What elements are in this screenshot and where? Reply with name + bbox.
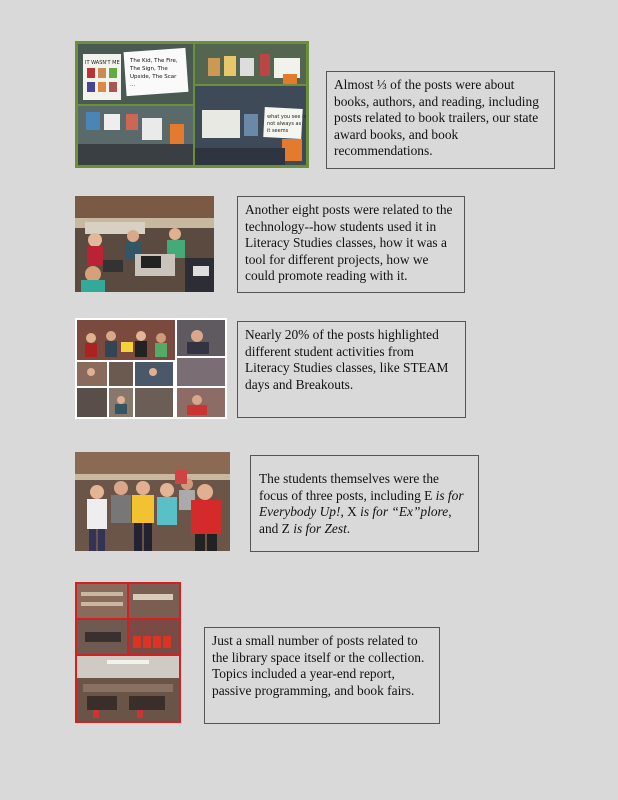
caption-students-italic-x: is for “Ex”plore (360, 504, 449, 520)
caption-library-space: Just a small number of posts related to the library space itself or the collection. Topics included a year-end report, passive programming, and book fairs. (204, 627, 440, 724)
technology-photo (75, 196, 214, 292)
svg-text:The Kid, The Fire,: The Kid, The Fire, (130, 58, 178, 64)
students-photo (75, 452, 230, 551)
svg-text:not always as: not always as (267, 121, 302, 127)
student-activities-photo (75, 318, 227, 419)
students-laptops-image (75, 196, 214, 292)
book-display-photo (75, 41, 309, 168)
caption-students-italic-e: is for Everybody Up! (259, 487, 464, 520)
library-space-collage (77, 584, 179, 721)
svg-text:it seems: it seems (267, 128, 289, 134)
caption-books: Almost ⅓ of the posts were about books, authors, and reading, including posts related to book trailers, our state award books, and book recommendations. (326, 71, 555, 169)
book-display-collage (78, 44, 306, 165)
activities-collage (77, 320, 225, 417)
students-group-image (75, 452, 230, 551)
svg-text:Upside, The Scar: Upside, The Scar (130, 74, 177, 80)
svg-text:...: ... (130, 82, 136, 88)
caption-students (250, 455, 479, 552)
sign-text-1: IT WASN'T ME (85, 60, 120, 66)
caption-technology: Another eight posts were related to the technology--how students used it in Literacy Studies classes, how it was a tool for different projects, how we could promote reading with it. (237, 196, 465, 293)
caption-students-text-4: . (346, 520, 351, 536)
library-space-photo (75, 582, 181, 723)
caption-students-italic-z: is for Zest (293, 520, 347, 536)
caption-activities: Nearly 20% of the posts highlighted different student activities from Literacy Studies classes, like STEAM days and Breakouts. (237, 321, 466, 418)
svg-text:The Sign, The: The Sign, The (130, 66, 168, 72)
caption-students-text-2: , X (340, 504, 361, 520)
caption-students-text-3: , and Z (259, 504, 452, 536)
caption-students-text-1: The students themselves were the focus of three posts, including E (259, 471, 439, 503)
svg-text:what you see is: what you see is (267, 114, 306, 120)
